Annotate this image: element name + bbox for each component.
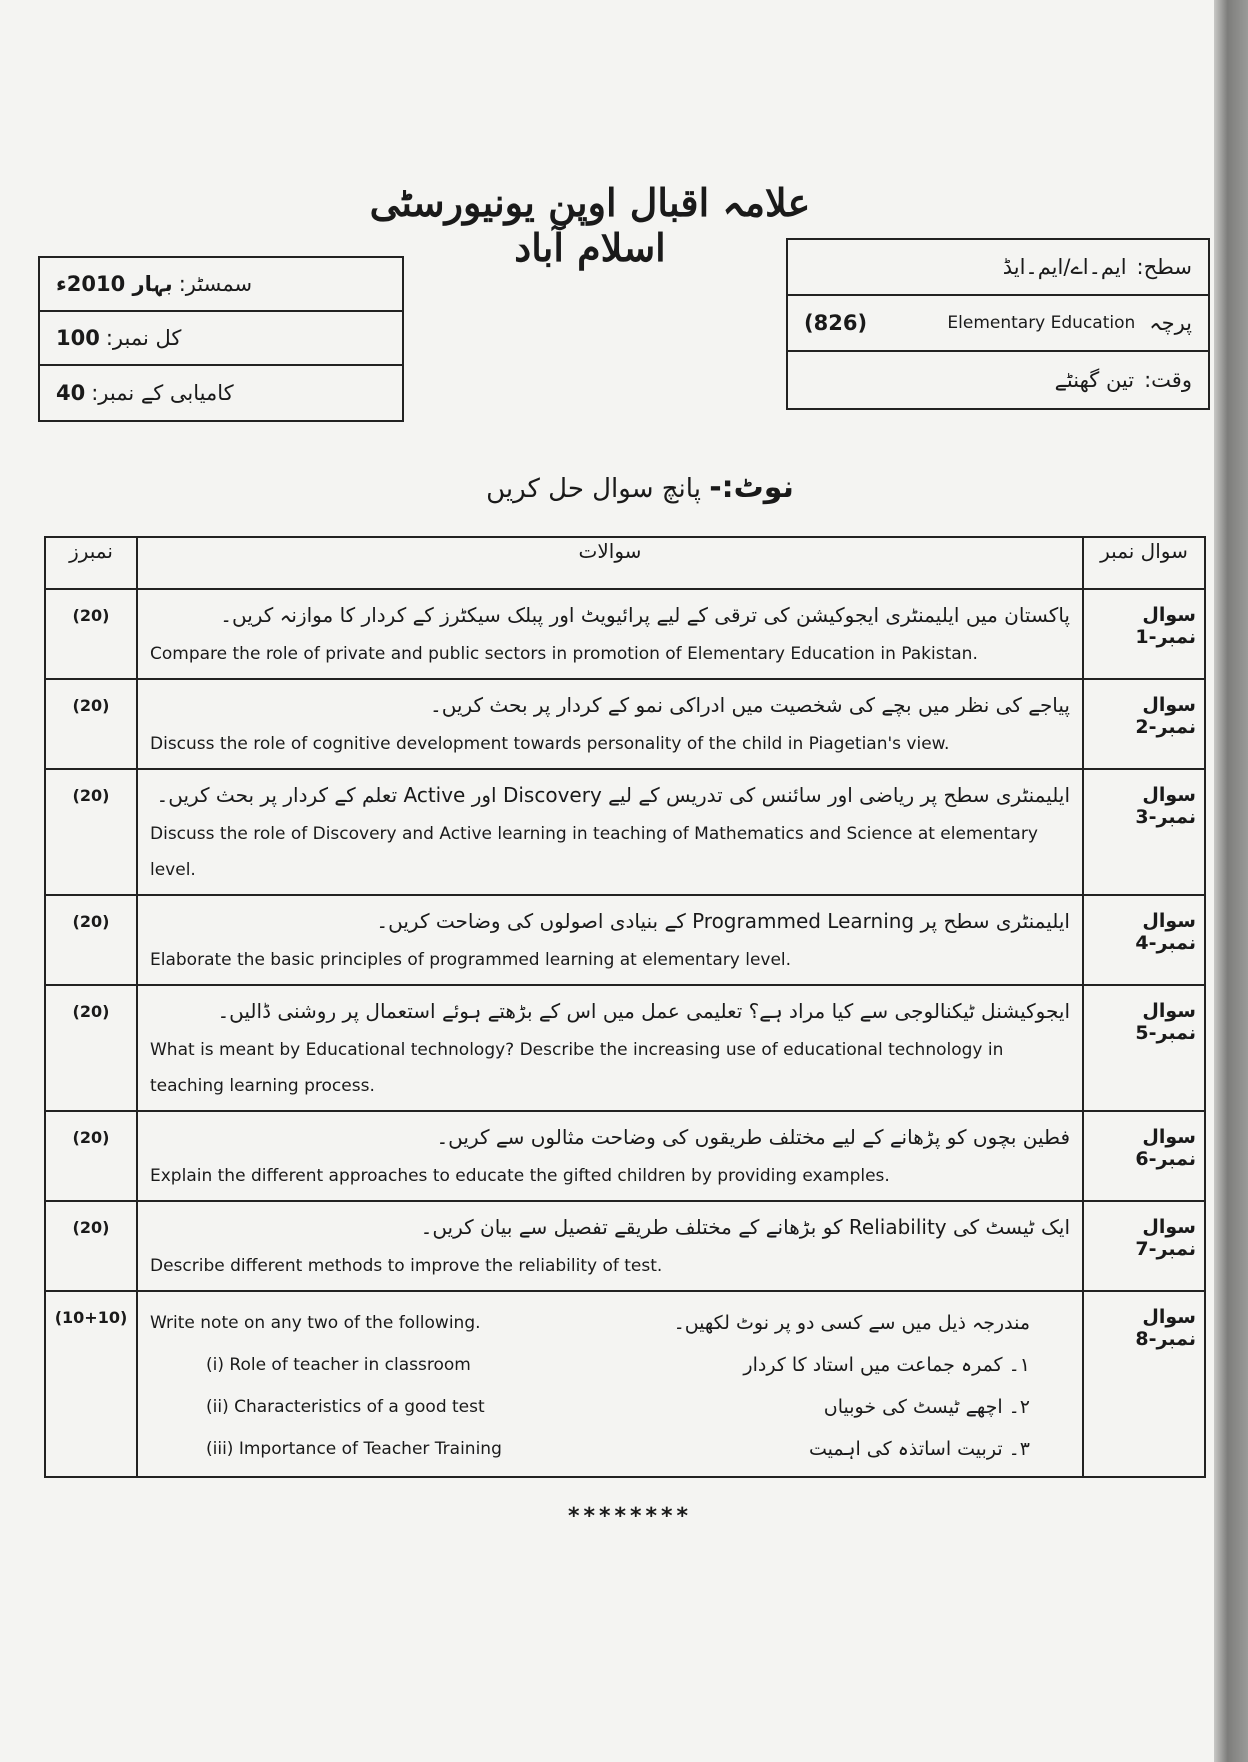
level-row — [788, 240, 1208, 296]
question-urdu: ایلیمنٹری سطح پر ریاضی اور سائنس کی تدریس کے لیے Discovery اور Active تعلم کے کردار پر بحث کریں۔ — [156, 783, 1070, 807]
question-urdu: ایجوکیشنل ٹیکنالوجی سے کیا مراد ہے؟ تعلیمی عمل میں اس کے بڑھتے ہوئے استعمال پر روشنی ڈالیں۔ — [217, 999, 1070, 1023]
question-urdu: پیاجے کی نظر میں بچے کی شخصیت میں ادراکی نمو کے کردار پر بحث کریں۔ — [429, 693, 1070, 717]
paper-code: (826) — [804, 311, 868, 335]
scan-edge-shadow — [1214, 0, 1248, 1762]
semester-info-box — [38, 256, 404, 422]
q8-english-intro: Write note on any two of the following. — [150, 1313, 481, 1333]
question-no-cell: سوال نمبر-2 — [1083, 679, 1205, 769]
question-urdu: ایک ٹیسٹ کی Reliability کو بڑھانے کے مختلف طریقے تفصیل سے بیان کریں۔ — [420, 1215, 1070, 1239]
total-marks-row — [40, 312, 402, 366]
question-cell — [137, 769, 1083, 895]
marks-cell: (20) — [45, 1201, 137, 1291]
table-row — [45, 1111, 1205, 1201]
time-value: تین گھنٹے — [1054, 368, 1135, 392]
question-urdu: فطین بچوں کو پڑھانے کے لیے مختلف طریقوں کی وضاحت مثالوں سے کریں۔ — [436, 1125, 1070, 1149]
total-marks-label: کل نمبر: — [105, 326, 182, 350]
question-no-cell: سوال نمبر-7 — [1083, 1201, 1205, 1291]
q8-content — [150, 1302, 1070, 1470]
paper-label: پرچہ — [1149, 311, 1192, 335]
question-cell — [137, 589, 1083, 679]
q8-english-item: (ii) Characteristics of a good test — [206, 1397, 485, 1417]
level-label: سطح: — [1136, 255, 1192, 279]
question-urdu: ایلیمنٹری سطح پر Programmed Learning کے بنیادی اصولوں کی وضاحت کریں۔ — [376, 909, 1070, 933]
question-no-cell: سوال نمبر-6 — [1083, 1111, 1205, 1201]
question-no-cell: سوال نمبر-1 — [1083, 589, 1205, 679]
question-no-cell: سوال نمبر-8 — [1083, 1291, 1205, 1477]
pass-marks-value: 40 — [56, 381, 86, 405]
semester-row — [40, 258, 402, 312]
end-stars: ******** — [567, 1504, 693, 1529]
question-english: What is meant by Educational technology? Describe the increasing use of educational technology in teaching learning process. — [150, 1040, 1004, 1096]
paper-row — [788, 296, 1208, 352]
question-cell — [137, 1291, 1083, 1477]
question-no-cell: سوال نمبر-3 — [1083, 769, 1205, 895]
q8-urdu-intro: مندرجہ ذیل میں سے کسی دو پر نوٹ لکھیں۔ — [673, 1312, 1030, 1334]
q8-urdu — [674, 1302, 1070, 1470]
q8-english-item: (i) Role of teacher in classroom — [206, 1355, 471, 1375]
question-english: Elaborate the basic principles of programmed learning at elementary level. — [150, 950, 792, 970]
q8-urdu-item: ۱۔ کمرہ جماعت میں استاد کا کردار — [743, 1354, 1030, 1376]
question-english: Discuss the role of cognitive development towards personality of the child in Piagetian's view. — [150, 734, 950, 754]
table-row — [45, 1291, 1205, 1477]
table-row — [45, 1201, 1205, 1291]
question-cell — [137, 679, 1083, 769]
instruction-note — [440, 470, 840, 505]
questions-table — [44, 536, 1206, 1478]
table-header-row — [45, 537, 1205, 589]
table-row — [45, 589, 1205, 679]
question-cell — [137, 1111, 1083, 1201]
note-label: نوٹ:- — [709, 470, 794, 505]
table-row — [45, 895, 1205, 985]
question-english: Explain the different approaches to educate the gifted children by providing examples. — [150, 1166, 890, 1186]
header-questions: سوالات — [137, 537, 1083, 589]
q8-urdu-item: ۲۔ اچھے ٹیسٹ کی خوبیاں — [823, 1396, 1030, 1418]
header-marks: نمبرز — [45, 537, 137, 589]
semester-value: بہار 2010ء — [56, 272, 173, 296]
question-cell — [137, 1201, 1083, 1291]
question-cell — [137, 895, 1083, 985]
table-row — [45, 679, 1205, 769]
question-english: Compare the role of private and public sectors in promotion of Elementary Education in Pakistan. — [150, 644, 978, 664]
level-value: ایم۔اے/ایم۔ایڈ — [1002, 255, 1127, 279]
paper-name: Elementary Education — [947, 313, 1136, 333]
pass-marks-label: کامیابی کے نمبر: — [91, 381, 234, 405]
q8-urdu-item: ۳۔ تربیت اساتذہ کی اہمیت — [808, 1438, 1030, 1460]
question-urdu: پاکستان میں ایلیمنٹری ایجوکیشن کی ترقی کے لیے پرائیویٹ اور پبلک سیکٹرز کے کردار کا موازنہ کریں۔ — [220, 603, 1070, 627]
q8-english — [150, 1302, 502, 1470]
marks-cell: (10+10) — [45, 1291, 137, 1477]
total-marks-value: 100 — [56, 326, 100, 350]
marks-cell: (20) — [45, 589, 137, 679]
marks-cell: (20) — [45, 1111, 137, 1201]
course-info-box — [786, 238, 1210, 410]
table-row — [45, 769, 1205, 895]
university-title: علامہ اقبال اوپن یونیورسٹی اسلام آباد — [369, 180, 811, 270]
note-text: پانچ سوال حل کریں — [486, 474, 701, 504]
question-no-cell: سوال نمبر-5 — [1083, 985, 1205, 1111]
semester-label: سمسٹر: — [178, 272, 253, 296]
time-label: وقت: — [1144, 368, 1192, 392]
marks-cell: (20) — [45, 985, 137, 1111]
header-question-no: سوال نمبر — [1083, 537, 1205, 589]
question-no-cell: سوال نمبر-4 — [1083, 895, 1205, 985]
q8-english-item: (iii) Importance of Teacher Training — [206, 1439, 502, 1459]
marks-cell: (20) — [45, 895, 137, 985]
table-row — [45, 985, 1205, 1111]
question-english: Describe different methods to improve the reliability of test. — [150, 1256, 663, 1276]
pass-marks-row — [40, 366, 402, 420]
question-english: Discuss the role of Discovery and Active learning in teaching of Mathematics and Science at elementary level. — [150, 824, 1038, 880]
time-row — [788, 352, 1208, 408]
marks-cell: (20) — [45, 769, 137, 895]
question-cell — [137, 985, 1083, 1111]
marks-cell: (20) — [45, 679, 137, 769]
